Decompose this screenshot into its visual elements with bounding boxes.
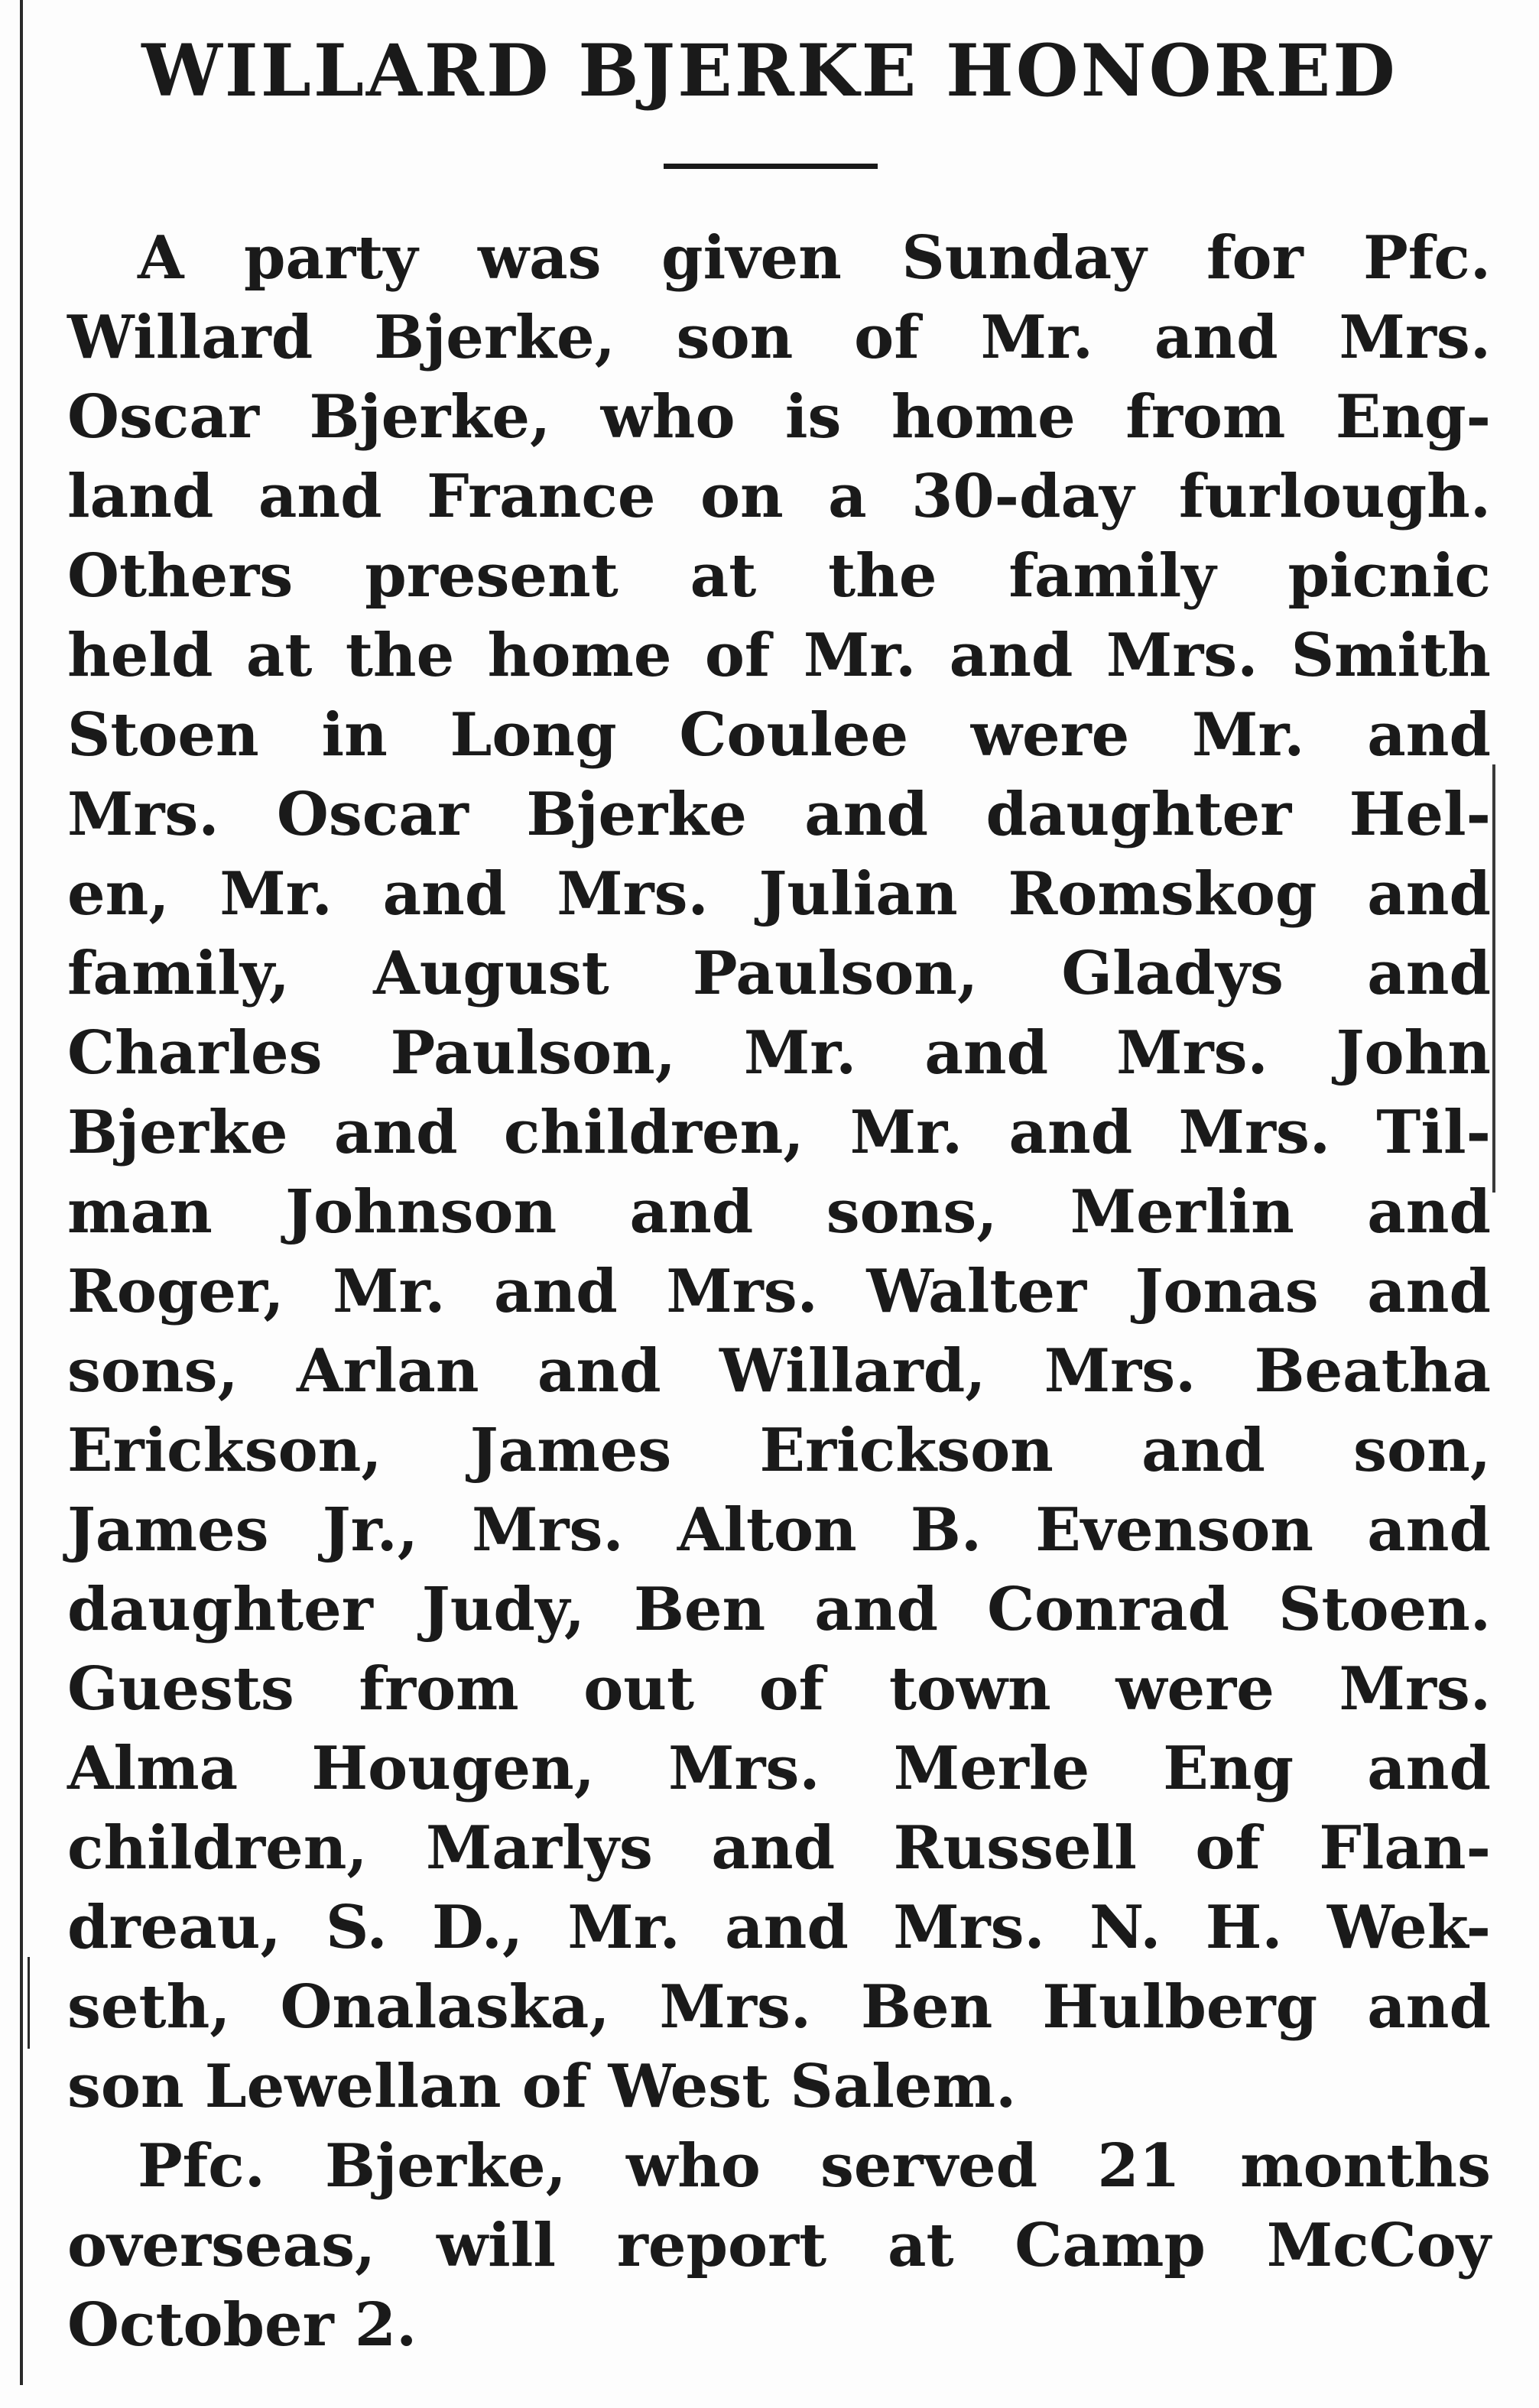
text-line: land and France on a 30-day furlough. (67, 462, 1491, 531)
left-column-rule (20, 0, 23, 2385)
text-line: Mrs. Oscar Bjerke and daughter Hel- (67, 780, 1491, 849)
text-line: man Johnson and sons, Merlin and (67, 1177, 1491, 1247)
paragraph-1 (67, 219, 1491, 2127)
text-line: Oscar Bjerke, who is home from Eng- (67, 382, 1491, 452)
text-line: Erickson, James Erickson and son, (67, 1416, 1491, 1485)
paragraph-2 (67, 2127, 1491, 2365)
text-line: overseas, will report at Camp McCoy (67, 2211, 1491, 2280)
article-body (67, 219, 1491, 2365)
text-line: Stoen in Long Coulee were Mr. and (67, 700, 1491, 770)
text-line: Charles Paulson, Mr. and Mrs. John (67, 1018, 1491, 1088)
text-line: sons, Arlan and Willard, Mrs. Beatha (67, 1336, 1491, 1406)
headline: WILLARD BJERKE HONORED (141, 29, 1398, 113)
text-line: James Jr., Mrs. Alton B. Evenson and (67, 1495, 1491, 1565)
text-line: Bjerke and children, Mr. and Mrs. Til- (67, 1098, 1491, 1167)
text-line: daughter Judy, Ben and Conrad Stoen. (67, 1575, 1491, 1644)
text-line: held at the home of Mr. and Mrs. Smith (67, 621, 1491, 690)
text-line: Pfc. Bjerke, who served 21 months (138, 2131, 1491, 2201)
text-line: Roger, Mr. and Mrs. Walter Jonas and (67, 1257, 1491, 1326)
text-line: seth, Onalaska, Mrs. Ben Hulberg and (67, 1972, 1491, 2042)
text-line: Others present at the family picnic (67, 541, 1491, 611)
text-line: Willard Bjerke, son of Mr. and Mrs. (67, 303, 1491, 372)
text-line: October 2. (67, 2290, 417, 2360)
right-column-rule (1492, 764, 1495, 1193)
text-line: A party was given Sunday for Pfc. (138, 223, 1491, 293)
text-line: Guests from out of town were Mrs. (67, 1654, 1491, 1724)
text-line: Alma Hougen, Mrs. Merle Eng and (67, 1734, 1491, 1803)
left-column-rule-fragment (28, 1957, 30, 2049)
text-line: son Lewellan of West Salem. (67, 2052, 1017, 2121)
headline-rule (664, 164, 878, 169)
text-line: children, Marlys and Russell of Flan- (67, 1813, 1491, 1883)
text-line: family, August Paulson, Gladys and (67, 939, 1491, 1008)
text-line: en, Mr. and Mrs. Julian Romskog and (67, 859, 1491, 929)
text-line: dreau, S. D., Mr. and Mrs. N. H. Wek- (67, 1893, 1491, 1962)
